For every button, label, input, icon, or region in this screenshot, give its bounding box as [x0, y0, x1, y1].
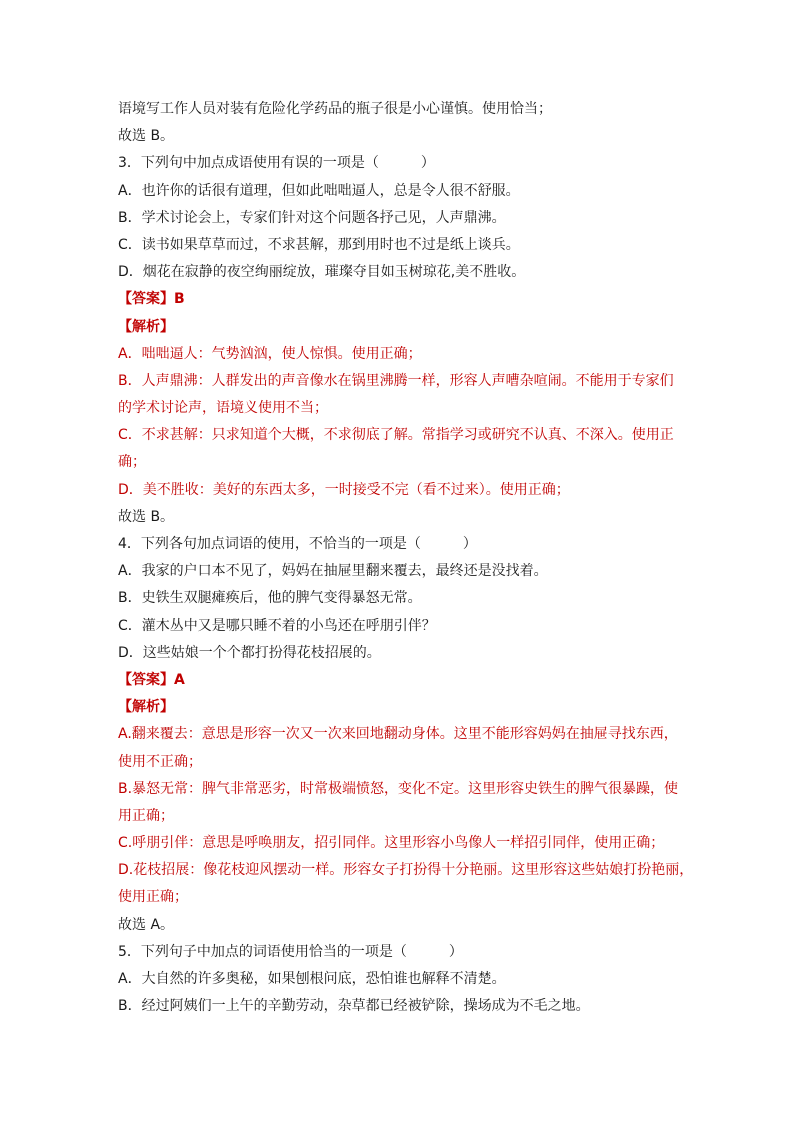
text-line: 故选 B。	[118, 508, 175, 525]
section-label: 【答案】A	[118, 671, 185, 688]
text-line: A．也许你的话很有道理，但如此咄咄逼人，总是令人很不舒服。	[118, 182, 520, 199]
text-line: A．我家的户口本不见了，妈妈在抽屉里翻来覆去，最终还是没找着。	[118, 563, 548, 580]
explanation-line: C.呼朋引伴：意思是呼唤朋友，招引同伴。这里形容小鸟像人一样招引同伴，使用正确；	[118, 835, 665, 852]
text-line: A．大自然的许多奥秘，如果刨根问底，恐怕谁也解释不清楚。	[118, 971, 506, 987]
text-line: 语境写工作人员对装有危险化学药品的瓶子很是小心谨慎。使用恰当；	[118, 101, 552, 117]
text-line: B．经过阿姨们一上午的辛勤劳动，杂草都已经被铲除，操场成为不毛之地。	[118, 998, 590, 1015]
explanation-line: 使用不正确；	[118, 753, 202, 770]
document-body	[118, 96, 694, 1020]
text-line: 3．下列句中加点成语使用有误的一项是（ ）	[118, 155, 435, 172]
text-line: B．学术讨论会上，专家们针对这个问题各抒己见，人声鼎沸。	[118, 209, 506, 226]
section-label: 【答案】B	[118, 291, 185, 308]
explanation-line: 确；	[118, 454, 146, 471]
text-line: C．灌木丛中又是哪只睡不着的小鸟还在呼朋引伴？	[118, 617, 436, 634]
text-line: 故选 A。	[118, 916, 175, 933]
explanation-line: A．咄咄逼人：气势汹汹，使人惊惧。使用正确；	[118, 345, 422, 362]
text-line: 5．下列句子中加点的词语使用恰当的一项是（ ）	[118, 943, 463, 960]
explanation-line: B．人声鼎沸：人群发出的声音像水在锅里沸腾一样，形容人声嘈杂喧闹。不能用于专家们	[118, 372, 674, 389]
section-label: 【解析】	[118, 318, 174, 335]
explanation-line: 用正确；	[118, 807, 174, 824]
text-line: 4．下列各句加点词语的使用，不恰当的一项是（ ）	[118, 536, 477, 552]
text-line: D．烟花在寂静的夜空绚丽绽放，璀璨夺目如玉树琼花,美不胜收。	[118, 264, 526, 281]
explanation-line: D.花枝招展：像花枝迎风摆动一样。形容女子打扮得十分艳丽。这里形容这些姑娘打扮艳丽，	[118, 862, 694, 879]
section-label: 【解析】	[118, 699, 174, 716]
text-line: 故选 B。	[118, 128, 175, 145]
explanation-line: C．不求甚解：只求知道个大概，不求彻底了解。常指学习或研究不认真、不深入。使用正	[118, 427, 674, 444]
text-line: D．这些姑娘一个个都打扮得花枝招展的。	[118, 644, 381, 661]
explanation-line: 使用正确；	[118, 889, 188, 906]
explanation-line: B.暴怒无常：脾气非常恶劣，时常极端愤怒，变化不定。这里形容史铁生的脾气很暴躁，使	[118, 780, 679, 797]
explanation-line: D．美不胜收：美好的东西太多，一时接受不完（看不过来）。使用正确；	[118, 481, 570, 498]
explanation-line: 的学术讨论声，语境义使用不当；	[118, 400, 328, 417]
text-line: C．读书如果草草而过，不求甚解，那到用时也不过是纸上谈兵。	[118, 236, 520, 253]
explanation-line: A.翻来覆去：意思是形容一次又一次来回地翻动身体。这里不能形容妈妈在抽屉寻找东西，	[118, 726, 678, 743]
text-line: B．史铁生双腿瘫痪后，他的脾气变得暴怒无常。	[118, 590, 422, 607]
